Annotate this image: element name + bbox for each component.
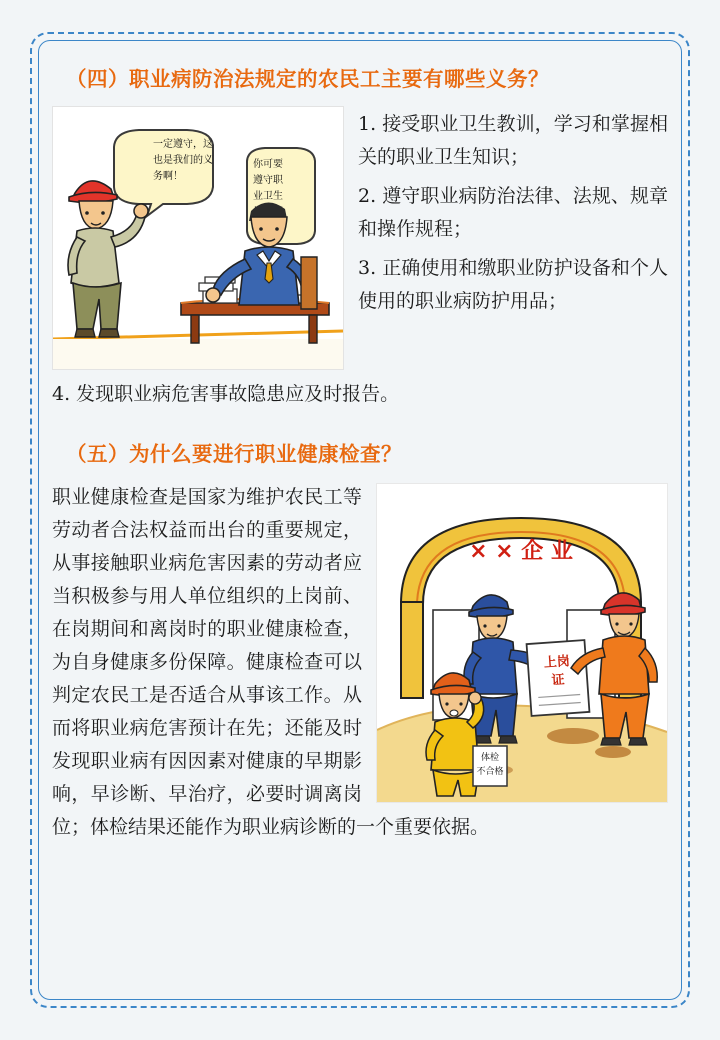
section-four-body [52, 106, 668, 370]
section-four-item-1: 1. 接受职业卫生教训，学习和掌握相关的职业卫生知识； [358, 113, 668, 168]
svg-text:业卫生: 业卫生 [253, 191, 283, 202]
svg-text:体检: 体检 [480, 753, 500, 763]
svg-text:× × 企 业: × × 企 业 [469, 539, 573, 564]
svg-text:不合格: 不合格 [476, 767, 504, 777]
document-content [52, 56, 668, 988]
svg-text:遵守职: 遵守职 [253, 175, 283, 186]
svg-text:一定遵守，这: 一定遵守，这 [153, 139, 213, 150]
svg-text:务啊！: 务啊！ [153, 171, 183, 182]
section-four-item-4: 4. 发现职业病危害事故隐患应及时报告。 [52, 383, 400, 405]
section-five-heading: （五）为什么要进行职业健康检查？ [66, 442, 402, 466]
cartoon-worker-and-officer-figure [52, 106, 344, 370]
section-four-item-2: 2. 遵守职业病防治法律、法规、规章和操作规程； [358, 185, 668, 240]
section-four-list [358, 106, 668, 324]
section-four-heading: （四）职业病防治法规定的农民工主要有哪些义务？ [66, 67, 549, 91]
svg-text:证: 证 [551, 672, 566, 689]
cartoon-factory-gate-figure [376, 483, 668, 803]
svg-text:也是我们的义: 也是我们的义 [153, 155, 213, 166]
svg-text:你可要: 你可要 [253, 159, 283, 170]
section-five-body [52, 481, 668, 844]
section-four-item-3: 3. 正确使用和缴职业防护设备和个人使用的职业病防护用品； [358, 257, 668, 312]
section-five-paragraph: 职业健康检查是国家为维护农民工等劳动者合法权益而出台的重要规定，从事接触职业病危害因素的劳动者应当积极参与用人单位组织的上岗前、在岗期间和离岗时的职业健康检查，为自身健康多份保障。健康检查可以判定农民工是否适合从事该工作。从而将职业病危害预计在先；还能及时发现职业病有因因素对健康的早期影响，早诊断、早治疗，必要时调离岗位；体检结果还能作为职业病诊断的一个重要依据。 [52, 486, 490, 838]
svg-text:上岗: 上岗 [543, 654, 571, 671]
